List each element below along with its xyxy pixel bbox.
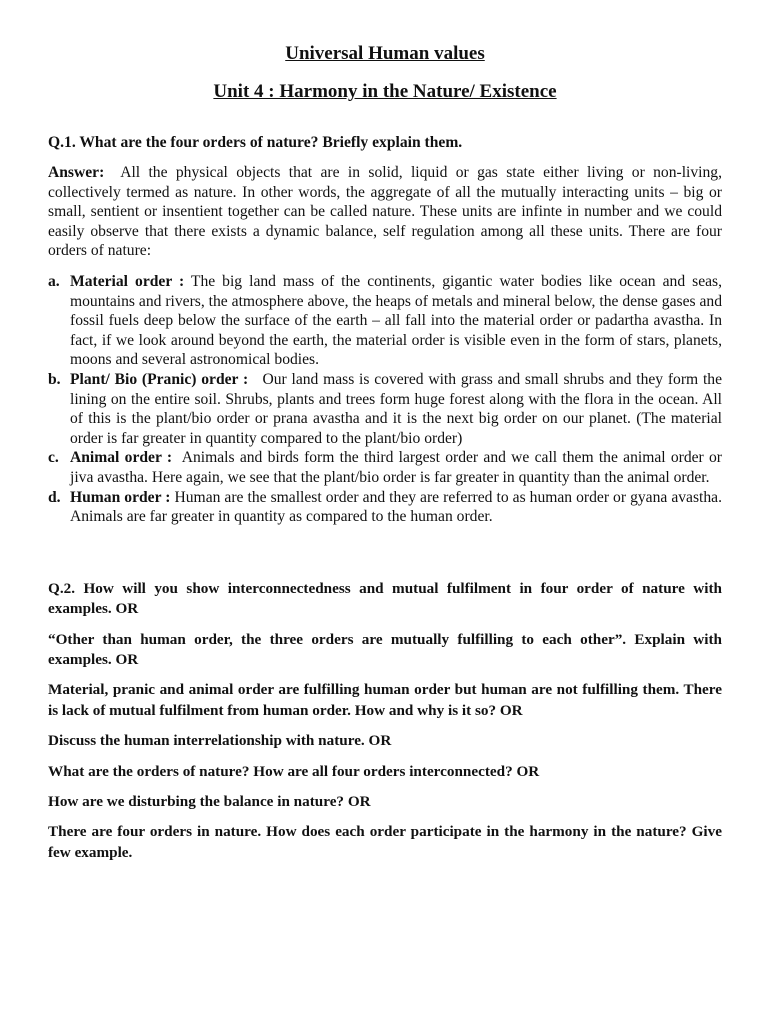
list-marker: c.	[48, 449, 59, 467]
order-text: The big land mass of the continents, gigantic water bodies like ocean and seas, mountains and rivers, the atmosphere above, the heaps of metals and mineral below, the dense gases and fossil fuels deep below the surface of the earth – all fall into the material order or padartha avastha. In fact, if we look around beyond the earth, the material order is visible even in the form of stars, planets, moons and several astronomical bodies.	[70, 272, 723, 369]
question-1: Q.1. What are the four orders of nature? Briefly explain them.	[48, 134, 463, 151]
unit-heading: Unit 4 : Harmony in the Nature/ Existence	[213, 81, 557, 102]
order-text: Animals and birds form the third largest order and we call them the animal order or jiva avastha. Here again, we see that the plant/bio order is far greater in quantity than the animal order.	[70, 449, 723, 486]
list-marker: d.	[48, 488, 61, 506]
question-1-section	[48, 133, 722, 527]
list-item-material-order	[48, 272, 722, 370]
answer-text: All the physical objects that are in solid, liquid or gas state either living or non-living, collectively termed as nature. In other words, the aggregate of all the mutually interacting units – big or small, sentient or insentient together can be called nature. These units are infinte in number and we could easily observe that there exists a dynamic balance, self regulation among all these units. There are four orders of nature:	[48, 164, 722, 260]
order-text: Human are the smallest order and they are referred to as human order or gyana avastha. Animals are far greater in quantity as compared to the human order.	[70, 488, 722, 526]
document-page	[48, 40, 722, 873]
answer-label: Answer:	[48, 164, 105, 181]
list-item-animal-order	[48, 448, 722, 487]
section-spacer	[48, 527, 722, 579]
order-text: Our land mass is covered with grass and small shrubs and they form the lining on the entire soil. Shrubs, plants and trees form huge forest along with the flora in the ocean. All of this is the plant/bio order or prana avastha and it is the next big order on our planet. (The material order is far greater in quantity compared to the plant/bio order)	[70, 370, 722, 447]
question-2-alt: What are the orders of nature? How are all four orders interconnected? OR	[48, 762, 540, 780]
orders-list	[48, 272, 722, 527]
question-2-section	[48, 579, 722, 863]
answer-paragraph	[48, 163, 722, 261]
list-item-human-order	[48, 488, 722, 527]
question-2-line: Q.2. How will you show interconnectedness and mutual fulfilment in four order of nature with examples. OR	[48, 579, 722, 618]
list-marker: a.	[48, 272, 60, 290]
order-term: Animal order :	[70, 449, 173, 467]
order-term: Plant/ Bio (Pranic) order :	[70, 370, 249, 388]
question-2-alt: Discuss the human interrelationship with nature. OR	[48, 732, 392, 750]
order-term: Material order :	[70, 272, 185, 290]
question-2-alt: There are four orders in nature. How does each order participate in the harmony in the nature? Give few example.	[48, 823, 722, 861]
document-title: Universal Human values	[285, 43, 485, 64]
question-2-alt: How are we disturbing the balance in nature? OR	[48, 792, 371, 810]
list-marker: b.	[48, 370, 61, 388]
question-2-alt: “Other than human order, the three orders are mutually fulfilling to each other”. Explain with examples. OR	[48, 630, 722, 668]
order-term: Human order :	[70, 488, 171, 506]
list-item-plant-order	[48, 370, 722, 448]
question-2-alt: Material, pranic and animal order are fulfilling human order but human are not fulfilling them. There is lack of mutual fulfilment from human order. How and why is it so? OR	[48, 681, 722, 719]
